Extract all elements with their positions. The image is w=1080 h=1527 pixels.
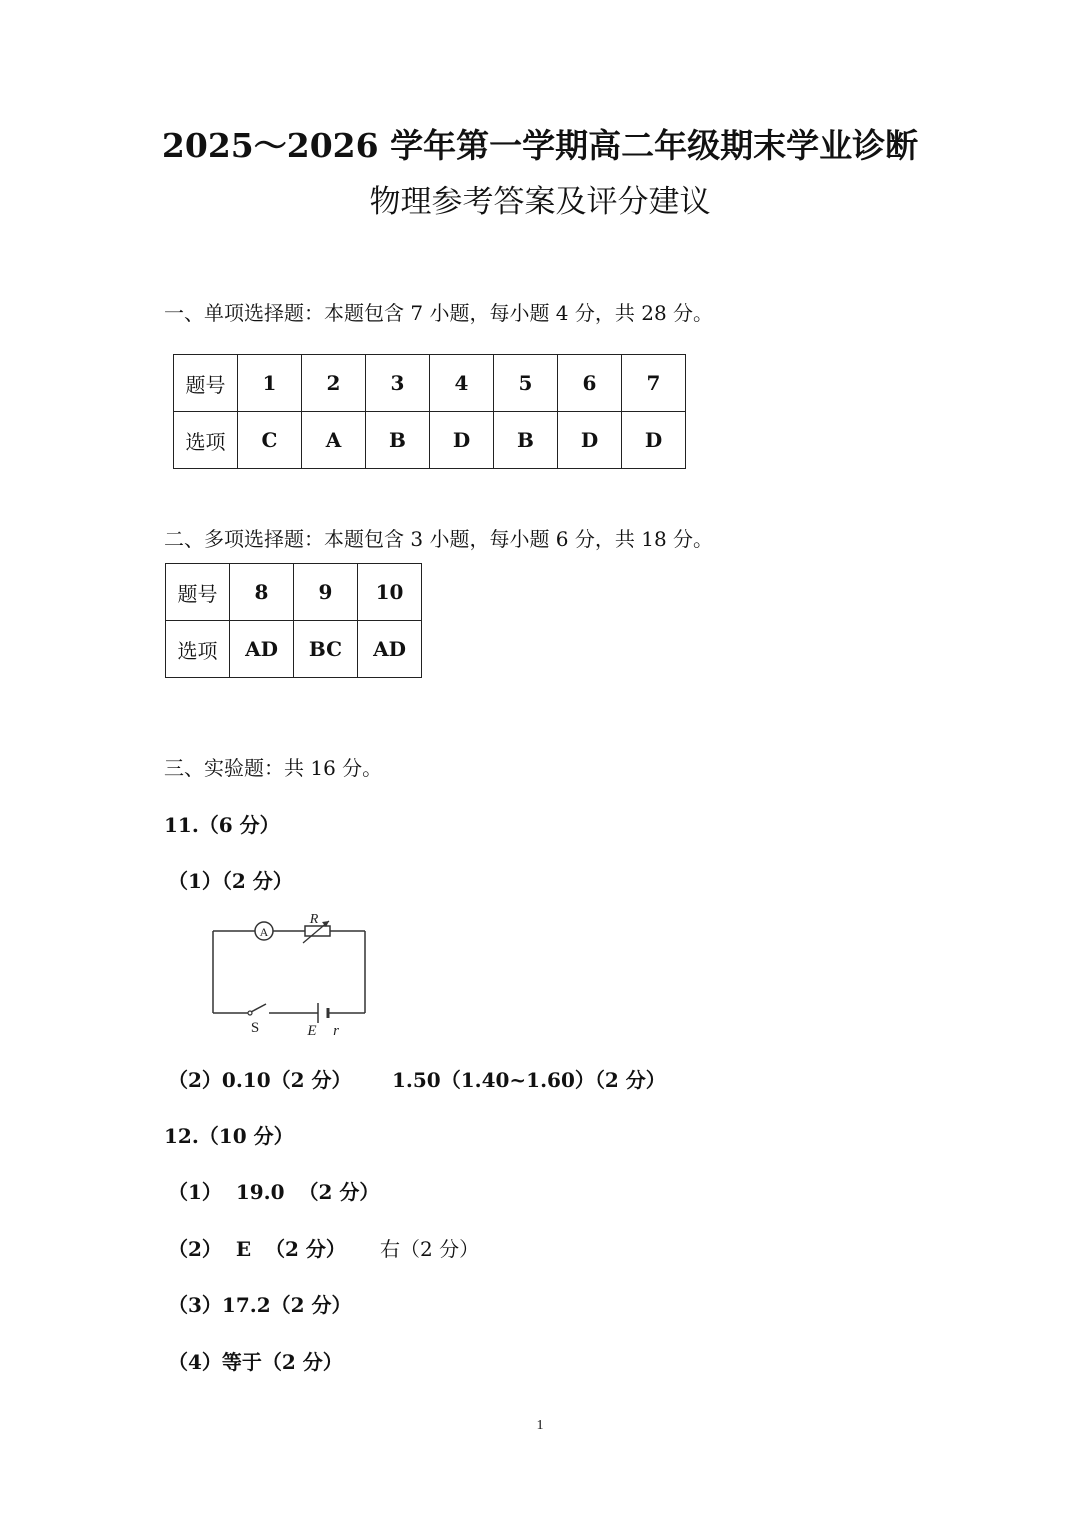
rheostat-label: R [309,912,319,927]
q11-heading: 11.（6 分） [164,813,280,837]
question-number: 9 [294,564,358,621]
question-number: 3 [366,355,430,412]
section2-answer-table [165,563,422,678]
question-number: 10 [358,564,422,621]
answer-cell: D [622,412,686,469]
document-title: 2025～2026 学年第一学期高二年级期末学业诊断 [161,126,919,165]
q12-part2-answer: （2） E （2 分） [168,1237,346,1261]
section2-heading: 二、多项选择题：本题包含 3 小题，每小题 6 分，共 18 分。 [164,527,714,551]
answer-cell: A [302,412,366,469]
answer-cell: D [558,412,622,469]
answer-cell: BC [294,621,358,678]
question-number: 4 [430,355,494,412]
ammeter-label: A [259,925,269,939]
question-number: 8 [230,564,294,621]
q12-heading: 12.（10 分） [164,1124,294,1148]
circuit-diagram [200,905,380,1040]
internal-resistance-label: r [333,1023,339,1039]
page-number: 1 [536,1418,544,1433]
row-label: 选项 [166,621,230,678]
q12-part3: （3）17.2（2 分） [168,1293,352,1317]
question-number: 1 [238,355,302,412]
answer-cell: AD [358,621,422,678]
q12-part2-direction: 右（2 分） [380,1237,480,1261]
question-number: 5 [494,355,558,412]
section1-answer-row [174,412,686,469]
document-subtitle: 物理参考答案及评分建议 [369,184,711,220]
q11-part2-range: 1.50（1.40~1.60）（2 分） [392,1068,666,1092]
section1-heading: 一、单项选择题：本题包含 7 小题，每小题 4 分，共 28 分。 [164,301,714,325]
question-number: 2 [302,355,366,412]
question-number: 7 [622,355,686,412]
section2-number-row [166,564,422,621]
section3-heading: 三、实验题：共 16 分。 [164,756,383,780]
switch-label: S [250,1020,260,1036]
answer-cell: C [238,412,302,469]
section2-answer-row [166,621,422,678]
answer-cell: B [366,412,430,469]
row-label: 题号 [166,564,230,621]
emf-label: E [307,1023,317,1039]
section1-number-row [174,355,686,412]
question-number: 6 [558,355,622,412]
answer-cell: B [494,412,558,469]
row-label: 选项 [174,412,238,469]
q11-part1: （1）（2 分） [168,869,293,893]
q11-part2-answer: （2）0.10（2 分） [168,1068,352,1092]
answer-cell: AD [230,621,294,678]
switch-lever [251,1004,266,1012]
section1-answer-table [173,354,686,469]
q12-part1: （1） 19.0 （2 分） [168,1180,380,1204]
row-label: 题号 [174,355,238,412]
q12-part4: （4）等于（2 分） [168,1350,343,1374]
answer-cell: D [430,412,494,469]
